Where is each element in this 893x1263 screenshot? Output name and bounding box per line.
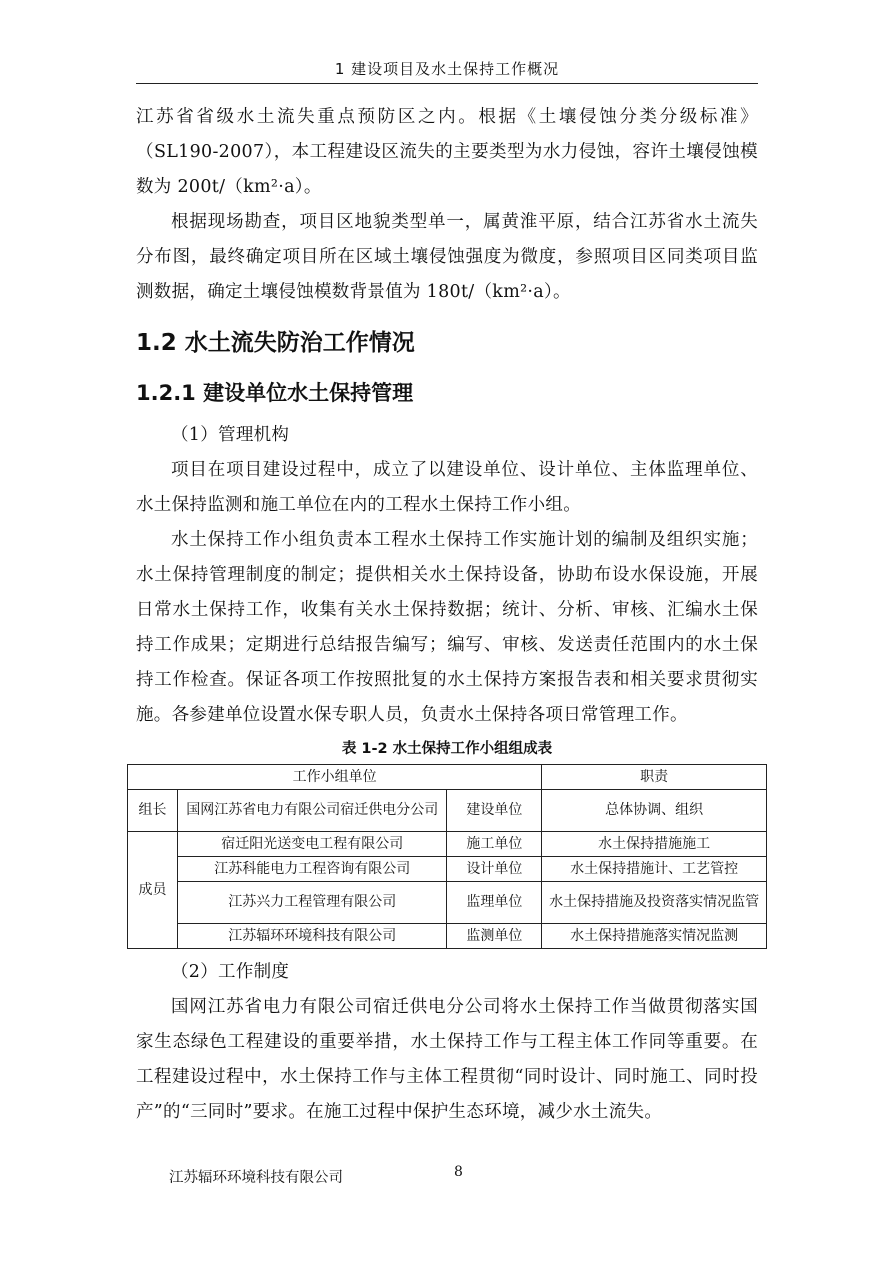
member-name: 江苏科能电力工程咨询有限公司 [177,857,447,882]
member-duty: 水土保持措施落实情况监测 [542,924,767,949]
section-heading: 1.2 水土流失防治工作情况 [136,330,415,356]
sub-heading-management: （1）管理机构 [171,425,290,445]
member-duty: 水土保持措施计、工艺管控 [542,857,767,882]
leader-label: 组长 [128,790,178,832]
paragraph-4: 水土保持工作小组负责本工程水土保持工作实施计划的编制及组织实施；水土保持管理制度的制定；提供相关水土保持设备，协助布设水保设施，开展日常水土保持工作，收集有关水土保持数据；统计、分析、审核、汇编水土保持工作成果；定期进行总结报告编写；编写、审核、发送责任范围内的水土保持工作检查。保证各项工作按照批复的水土保持方案报告表和相关要求贯彻实施。各参建单位设置水保专职人员，负责水土保持各项日常管理工作。 [136,530,758,725]
sub-heading-system: （2）工作制度 [171,962,290,982]
header-divider [136,83,758,84]
table-row-member [128,857,767,882]
member-duty: 水土保持措施及投资落实情况监管 [542,882,767,924]
team-table [127,764,767,949]
member-name: 宿迁阳光送变电工程有限公司 [177,832,447,857]
page-number: 8 [454,1164,463,1180]
table-header-unit: 工作小组单位 [128,765,542,790]
paragraph-1: 江苏省省级水土流失重点预防区之内。根据《土壤侵蚀分类分级标准》（SL190-2007），本工程建设区流失的主要类型为水力侵蚀，容许土壤侵蚀模数为 200t/（km²·a）。 [136,107,758,197]
subsection-heading: 1.2.1 建设单位水土保持管理 [136,381,414,405]
member-type: 施工单位 [447,832,542,857]
table-header-duty: 职责 [542,765,767,790]
footer-company: 江苏辐环环境科技有限公司 [169,1170,343,1186]
paragraph-2: 根据现场勘查，项目区地貌类型单一，属黄淮平原，结合江苏省水土流失分布图，最终确定项目所在区域土壤侵蚀强度为微度，参照项目区同类项目监测数据，确定土壤侵蚀模数背景值为 180t/（km²·a）。 [136,212,758,302]
table-header-row [128,765,767,790]
table-row-leader [128,790,767,832]
paragraph-3: 项目在项目建设过程中，成立了以建设单位、设计单位、主体监理单位、水土保持监测和施工单位在内的工程水土保持工作小组。 [136,460,758,515]
paragraph-5: 国网江苏省电力有限公司宿迁供电分公司将水土保持工作当做贯彻落实国家生态绿色工程建设的重要举措，水土保持工作与工程主体工作同等重要。在工程建设过程中，水土保持工作与主体工程贯彻“同时设计、同时施工、同时投产”的“三同时”要求。在施工过程中保护生态环境，减少水土流失。 [136,997,758,1122]
leader-name: 国网江苏省电力有限公司宿迁供电分公司 [177,790,447,832]
leader-duty: 总体协调、组织 [542,790,767,832]
table-row-member [128,924,767,949]
table-row-member [128,832,767,857]
page-body [136,100,758,1130]
table-row-member [128,882,767,924]
member-type: 监理单位 [447,882,542,924]
member-name: 江苏辐环环境科技有限公司 [177,924,447,949]
page-header: 1 建设项目及水土保持工作概况 [334,60,560,78]
leader-type: 建设单位 [447,790,542,832]
member-label: 成员 [128,832,178,949]
member-type: 设计单位 [447,857,542,882]
table-caption: 表 1-2 水土保持工作小组组成表 [341,741,553,757]
member-type: 监测单位 [447,924,542,949]
member-name: 江苏兴力工程管理有限公司 [177,882,447,924]
member-duty: 水土保持措施施工 [542,832,767,857]
